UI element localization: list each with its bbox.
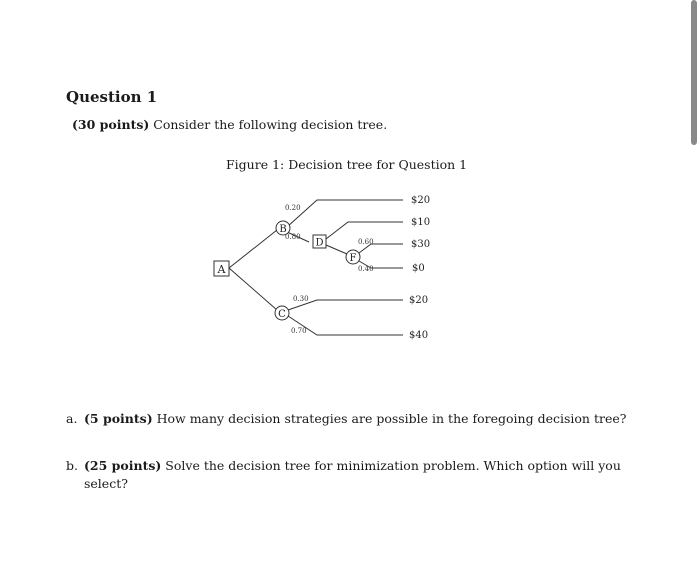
prob-c-up: 0.30 <box>293 295 309 303</box>
sub-question-points: (5 points) <box>84 411 153 426</box>
question-intro <box>72 117 387 132</box>
sub-question-a <box>66 410 636 428</box>
sub-question-b <box>66 457 636 493</box>
edge-d-payoff-10 <box>326 222 403 239</box>
payoff-label: $40 <box>409 330 429 341</box>
node-d-label: D <box>315 237 324 249</box>
payoff-label: $30 <box>411 239 431 250</box>
prob-f-down: 0.40 <box>358 265 374 273</box>
figure-caption: Figure 1: Decision tree for Question 1 <box>226 157 468 172</box>
edge-a-c <box>229 268 277 310</box>
payoff-label: $0 <box>412 263 425 274</box>
node-b-label: B <box>279 224 287 235</box>
node-c-label: C <box>278 309 286 320</box>
node-a-label: A <box>217 263 226 276</box>
node-f-label: F <box>349 253 357 264</box>
edge-a-b <box>229 230 277 268</box>
question-intro-text: Consider the following decision tree. <box>153 117 388 132</box>
vertical-scrollbar[interactable] <box>691 0 697 145</box>
decision-tree-figure <box>205 182 445 352</box>
prob-f-up: 0.60 <box>358 238 374 246</box>
sub-question-text: Solve the decision tree for minimization problem. Which option will you select? <box>84 458 621 491</box>
sub-question-points: (25 points) <box>84 458 162 473</box>
edge-d-f <box>326 245 347 254</box>
question-points: (30 points) <box>72 117 150 132</box>
prob-b-up: 0.20 <box>285 204 301 212</box>
payoff-label: $20 <box>409 295 429 306</box>
payoff-label: $10 <box>411 217 431 228</box>
question-heading: Question 1 <box>66 88 158 106</box>
sub-question-text: How many decision strategies are possible in the foregoing decision tree? <box>156 411 627 426</box>
prob-b-down: 0.80 <box>285 233 301 241</box>
sub-question-label: b. <box>66 458 78 473</box>
sub-question-label: a. <box>66 411 78 426</box>
payoff-label: $20 <box>411 195 431 206</box>
edge-b-payoff-20 <box>287 200 403 227</box>
prob-c-down: 0.70 <box>291 327 307 335</box>
